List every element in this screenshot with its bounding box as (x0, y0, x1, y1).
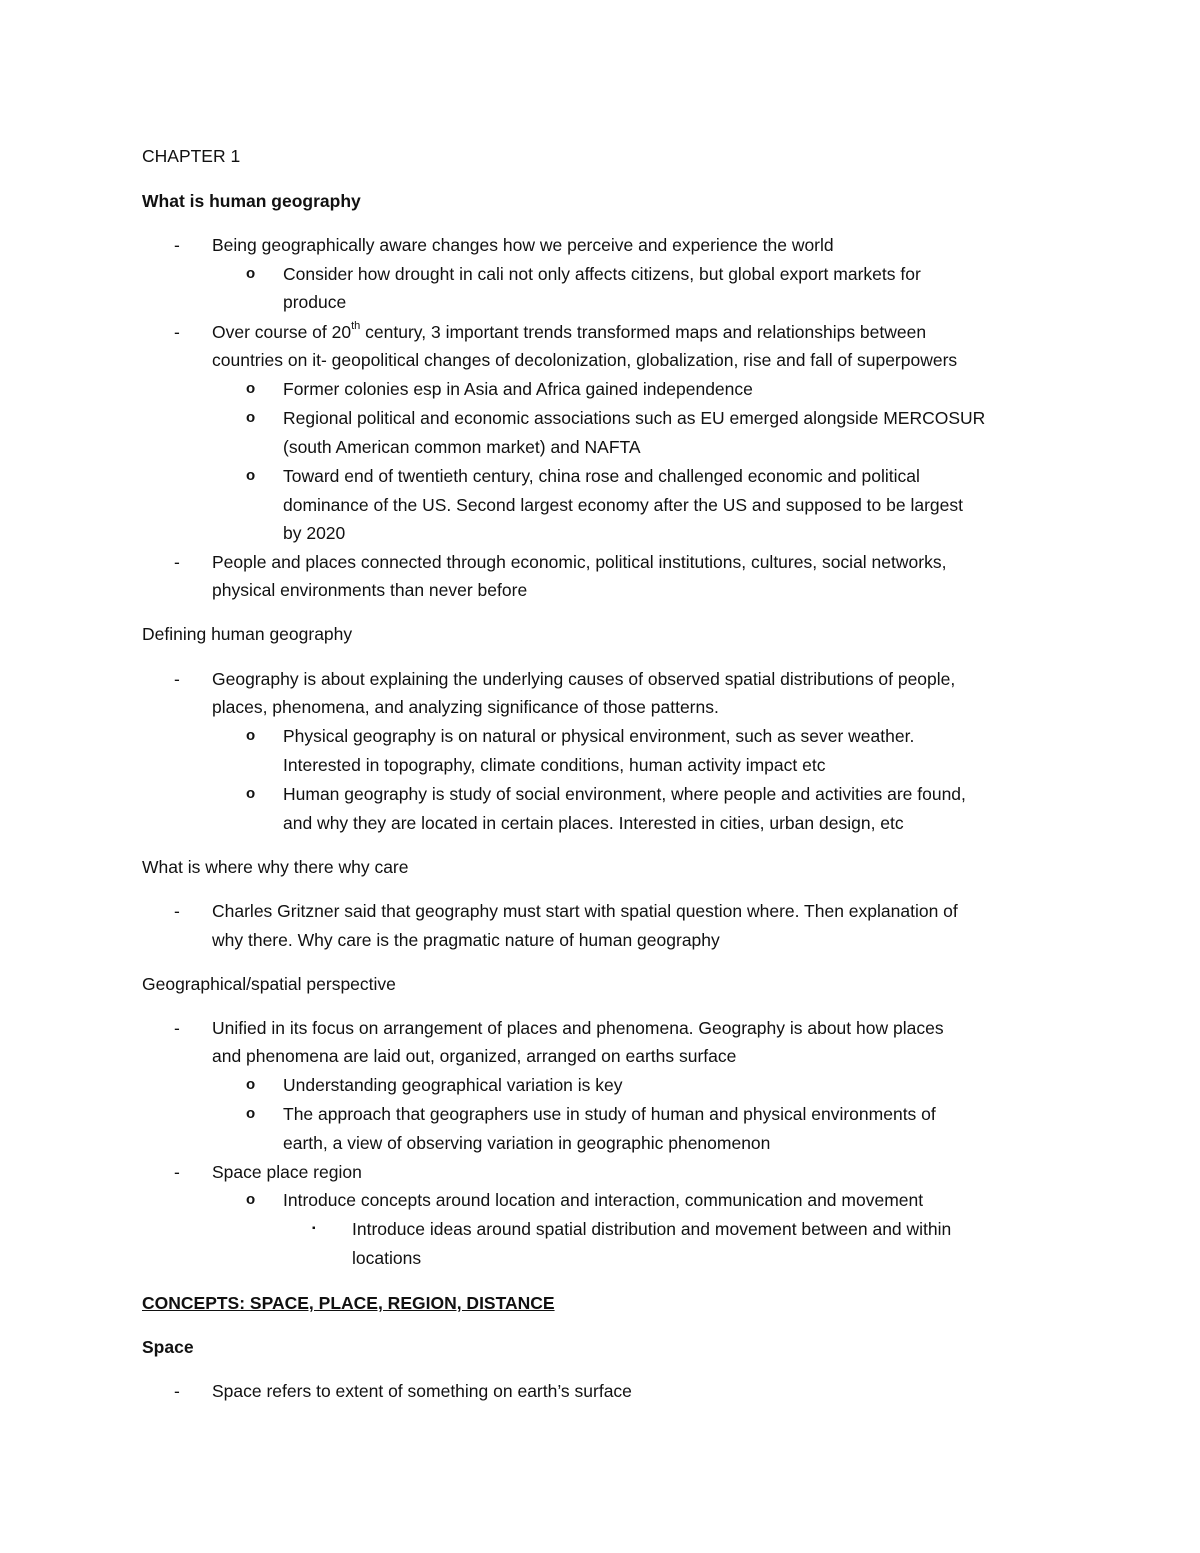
bullet-text: People and places connected through economic, political institutions, cultures, social networks, (212, 552, 947, 572)
bullet-circle: o (246, 1076, 256, 1093)
bullet-text: Charles Gritzner said that geography must start with spatial question where. Then explanation of (212, 901, 958, 921)
bullet-square: ▪ (312, 1223, 316, 1234)
bullet-dash: - (174, 235, 180, 255)
bullet-text-continued: locations (352, 1248, 422, 1268)
bullet-text: Toward end of twentieth century, china rose and challenged economic and political (283, 466, 920, 486)
heading-what-is-human-geography: What is human geography (142, 191, 361, 211)
bullet-circle: o (246, 409, 256, 426)
heading-geographical-perspective: Geographical/spatial perspective (142, 974, 396, 994)
bullet-text-continued: why there. Why care is the pragmatic nature of human geography (212, 930, 720, 950)
bullet-text-continued: by 2020 (283, 523, 346, 543)
bullet-text: Space refers to extent of something on earth’s surface (212, 1381, 632, 1401)
bullet-dash: - (174, 552, 180, 572)
bullet-text: Geography is about explaining the underlying causes of observed spatial distributions of people, (212, 669, 956, 689)
bullet-text: Regional political and economic associations such as EU emerged alongside MERCOSUR (283, 408, 986, 428)
bullet-text: Being geographically aware changes how we perceive and experience the world (212, 235, 834, 255)
chapter-label: CHAPTER 1 (142, 146, 241, 166)
bullet-text-continued: countries on it- geopolitical changes of decolonization, globalization, rise and fall of superpowers (212, 350, 958, 370)
bullet-dash: - (174, 322, 180, 342)
bullet-text: Unified in its focus on arrangement of places and phenomena. Geography is about how places (212, 1018, 944, 1038)
bullet-text: Over course of 20th century, 3 important trends transformed maps and relationships between (212, 320, 927, 342)
bullet-text-continued: places, phenomena, and analyzing significance of those patterns. (212, 697, 719, 717)
bullet-dash: - (174, 669, 180, 689)
bullet-text-continued: Interested in topography, climate conditions, human activity impact etc (283, 755, 826, 775)
heading-defining-human-geography: Defining human geography (142, 624, 353, 644)
bullet-text-continued: produce (283, 292, 347, 312)
bullet-text: Human geography is study of social environment, where people and activities are found, (283, 784, 966, 804)
bullet-text: Understanding geographical variation is key (283, 1075, 623, 1095)
bullet-text: Space place region (212, 1162, 362, 1182)
bullet-text: Consider how drought in cali not only affects citizens, but global export markets for (283, 264, 921, 284)
bullet-text: Former colonies esp in Asia and Africa gained independence (283, 379, 753, 399)
heading-concepts: CONCEPTS: SPACE, PLACE, REGION, DISTANCE (142, 1293, 555, 1313)
bullet-circle: o (246, 727, 256, 744)
heading-where-why-care: What is where why there why care (142, 857, 409, 877)
bullet-dash: - (174, 1018, 180, 1038)
bullet-text-continued: dominance of the US. Second largest economy after the US and supposed to be largest (283, 495, 963, 515)
superscript: th (351, 320, 361, 333)
bullet-circle: o (246, 785, 256, 802)
bullet-text: The approach that geographers use in study of human and physical environments of (283, 1104, 936, 1124)
bullet-circle: o (246, 380, 256, 397)
bullet-circle: o (246, 1105, 256, 1122)
bullet-circle: o (246, 467, 256, 484)
bullet-text: Introduce ideas around spatial distribution and movement between and within (352, 1219, 952, 1239)
bullet-dash: - (174, 901, 180, 921)
bullet-text: Physical geography is on natural or physical environment, such as sever weather. (283, 726, 915, 746)
bullet-text-continued: physical environments than never before (212, 580, 528, 600)
bullet-dash: - (174, 1162, 180, 1182)
bullet-text-continued: earth, a view of observing variation in geographic phenomenon (283, 1133, 771, 1153)
bullet-text: Introduce concepts around location and interaction, communication and movement (283, 1190, 924, 1210)
bullet-dash: - (174, 1381, 180, 1401)
bullet-text-continued: and why they are located in certain places. Interested in cities, urban design, etc (283, 813, 904, 833)
bullet-circle: o (246, 1191, 256, 1208)
bullet-text-continued: (south American common market) and NAFTA (283, 437, 641, 457)
bullet-text-continued: and phenomena are laid out, organized, arranged on earths surface (212, 1046, 737, 1066)
heading-space: Space (142, 1337, 194, 1357)
bullet-circle: o (246, 265, 256, 282)
